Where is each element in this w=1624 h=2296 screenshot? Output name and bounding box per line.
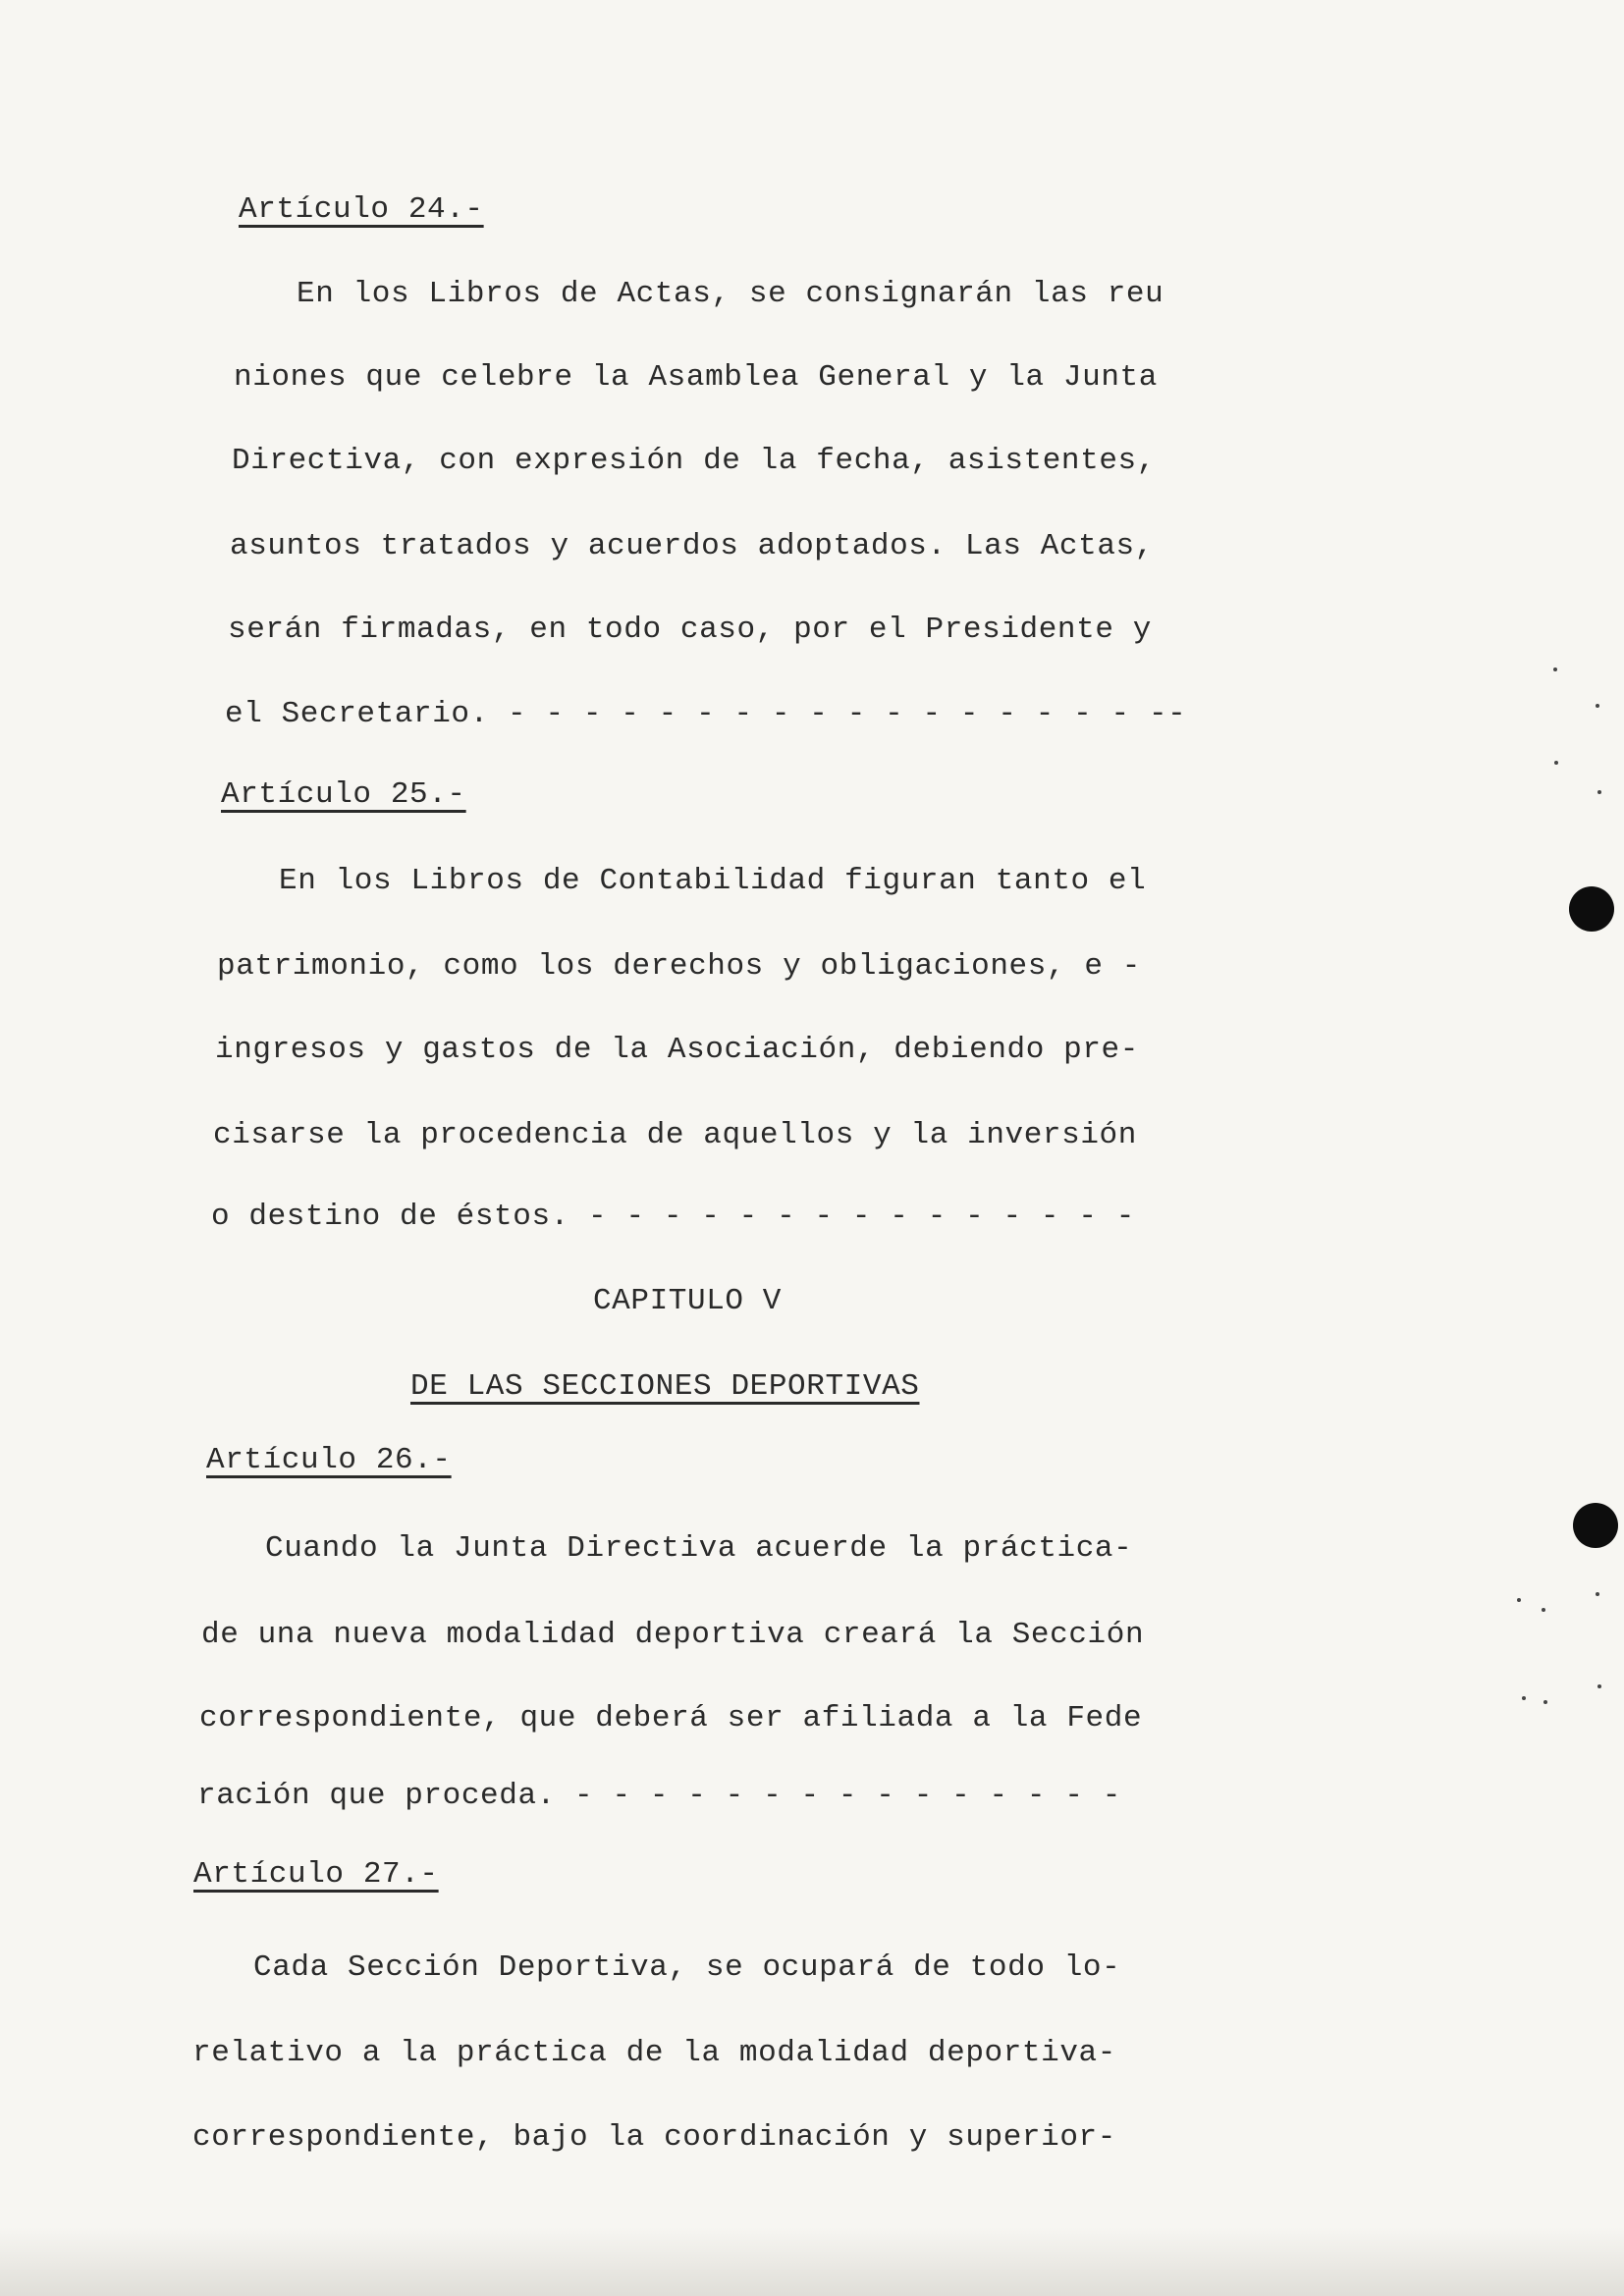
paper-speck [1517, 1598, 1521, 1602]
article-25-line-1: En los Libros de Contabilidad figuran tanto el [279, 864, 1147, 898]
punch-hole-top [1569, 886, 1614, 932]
article-24-line-2: niones que celebre la Asamblea General y la Junta [234, 360, 1158, 395]
article-25-heading: Artículo 25.- [221, 777, 466, 812]
article-24-heading: Artículo 24.- [239, 192, 484, 227]
chapter-subtitle: DE LAS SECCIONES DEPORTIVAS [410, 1369, 920, 1404]
paper-speck [1554, 761, 1558, 765]
paper-speck [1597, 1684, 1601, 1688]
article-26-heading: Artículo 26.- [206, 1443, 452, 1477]
article-26-line-2: de una nueva modalidad deportiva creará la Sección [201, 1618, 1145, 1652]
page-bottom-edge [0, 2227, 1624, 2296]
article-26-line-4: ración que proceda. - - - - - - - - - - - - - - - [197, 1779, 1121, 1813]
paper-speck [1543, 1700, 1547, 1704]
article-25-line-2: patrimonio, como los derechos y obligaciones, e - [217, 949, 1141, 984]
paper-speck [1542, 1608, 1545, 1612]
chapter-title: CAPITULO V [592, 1284, 783, 1318]
article-25-line-3: ingresos y gastos de la Asociación, debiendo pre- [215, 1033, 1139, 1067]
article-25-line-4: cisarse la procedencia de aquellos y la inversión [213, 1118, 1137, 1152]
article-27-heading: Artículo 27.- [193, 1857, 439, 1892]
article-27-line-3: correspondiente, bajo la coordinación y superior- [192, 2120, 1116, 2155]
article-24-line-1: En los Libros de Actas, se consignarán las reu [297, 277, 1164, 311]
paper-speck [1596, 1592, 1599, 1596]
article-24-line-3: Directiva, con expresión de la fecha, asistentes, [232, 444, 1156, 478]
paper-speck [1597, 790, 1601, 794]
article-27-line-2: relativo a la práctica de la modalidad deportiva- [192, 2036, 1116, 2070]
article-24-line-6: el Secretario. - - - - - - - - - - - - - - - - - -- [225, 697, 1187, 731]
article-27-line-1: Cada Sección Deportiva, se ocupará de todo lo- [253, 1950, 1121, 1985]
paper-speck [1596, 704, 1599, 708]
paper-speck [1522, 1696, 1526, 1700]
article-25-line-5: o destino de éstos. - - - - - - - - - - - - - - - [211, 1200, 1135, 1234]
punch-hole-bottom [1573, 1503, 1618, 1548]
paper-speck [1553, 667, 1557, 671]
article-26-line-1: Cuando la Junta Directiva acuerde la práctica- [265, 1531, 1133, 1566]
article-26-line-3: correspondiente, que deberá ser afiliada a la Fede [199, 1701, 1143, 1735]
article-24-line-5: serán firmadas, en todo caso, por el Presidente y [228, 613, 1152, 647]
article-24-line-4: asuntos tratados y acuerdos adoptados. Las Actas, [230, 529, 1154, 563]
